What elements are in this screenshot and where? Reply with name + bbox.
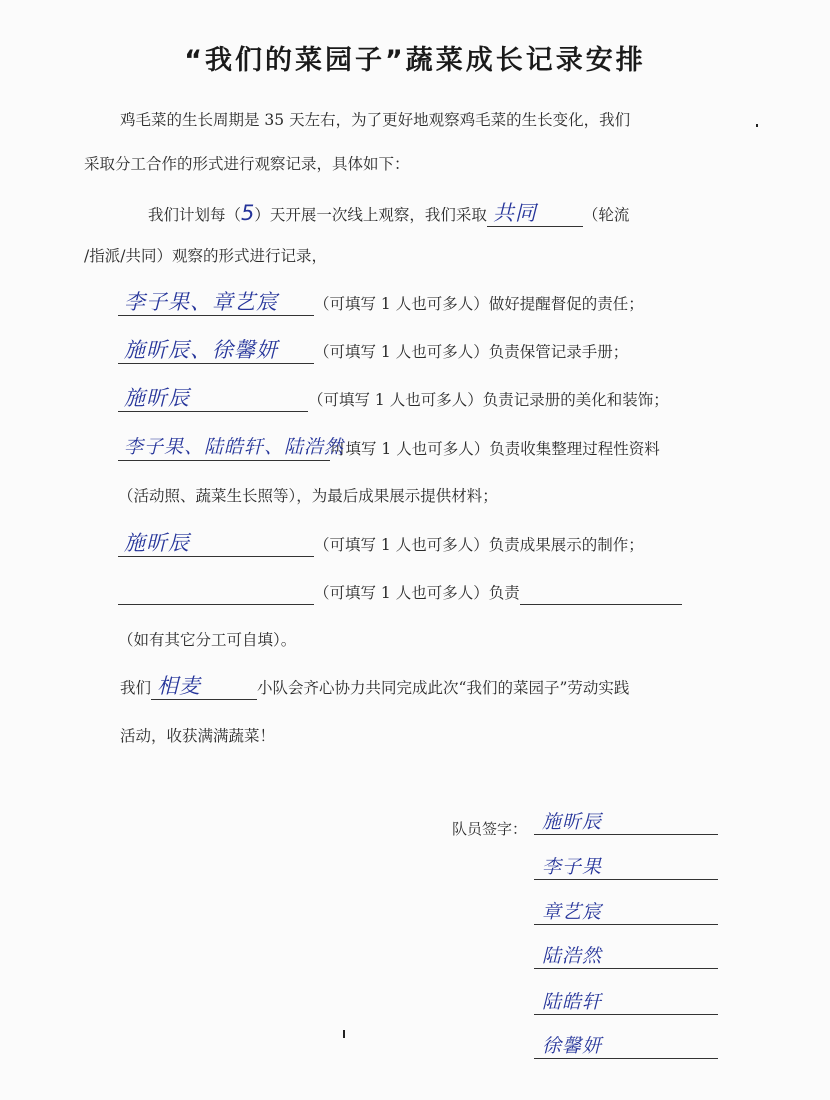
stray-dot: [756, 124, 758, 127]
signature-line-6[interactable]: [534, 1032, 718, 1059]
page-title: “我们的菜园子”蔬菜成长记录安排: [184, 45, 646, 76]
intro-line-2: 采取分工合作的形式进行观察记录，具体如下：: [84, 155, 410, 173]
duty-4-text: 可填写 1 人也可多人）负责收集整理过程性资料: [330, 440, 660, 458]
duty-3-text: （可填写 1 人也可多人）负责记录册的美化和装饰；: [308, 391, 669, 409]
plan-days-value[interactable]: 5: [241, 201, 255, 225]
plan-line: [148, 201, 629, 227]
duty-row-2: [118, 340, 628, 364]
duty-row-1: [118, 292, 644, 316]
duty-6-task-field[interactable]: [520, 582, 682, 605]
duty-row-4: [118, 437, 660, 461]
signature-line-5[interactable]: [534, 988, 718, 1015]
signature-3: 章艺宸: [542, 901, 603, 923]
signature-4: 陆浩然: [542, 945, 603, 967]
duty-3-names-field[interactable]: [118, 386, 308, 412]
duty-3-names: 施昕辰: [124, 386, 190, 410]
plan-suffix: （轮流: [582, 206, 630, 224]
signature-5: 陆皓轩: [542, 991, 603, 1013]
signature-line-4[interactable]: [534, 942, 718, 969]
duty-row-6: [118, 581, 682, 605]
duty-4-names: 李子果、陆皓轩、陆浩然: [124, 436, 345, 458]
team-line-2: 活动，收获满满蔬菜！: [120, 727, 276, 745]
plan-mid: ）天开展一次线上观察，我们采取: [254, 206, 487, 224]
team-suffix: 小队会齐心协力共同完成此次“我们的菜园子”劳动实践: [257, 679, 630, 697]
signature-line-1[interactable]: [534, 808, 718, 835]
duty-row-5: [118, 533, 644, 557]
signature-2: 李子果: [542, 856, 603, 878]
signature-label: 队员签字：: [452, 820, 528, 838]
team-line: [120, 676, 629, 700]
plan-prefix: 我们计划每（: [148, 206, 242, 224]
duty-2-text: （可填写 1 人也可多人）负责保管记录手册；: [314, 343, 629, 361]
intro-line-1: 鸡毛菜的生长周期是 35 天左右，为了更好地观察鸡毛菜的生长变化，我们: [120, 111, 631, 129]
duty-6-names-field[interactable]: [118, 582, 314, 605]
duty-5-names-field[interactable]: [118, 531, 314, 557]
duty-1-names: 李子果、章艺宸: [124, 290, 278, 314]
plan-mode-value: 共同: [492, 201, 537, 225]
duty-1-text: （可填写 1 人也可多人）做好提醒督促的责任；: [314, 295, 644, 313]
duty-2-names-field[interactable]: [118, 338, 314, 364]
duty-2-names: 施昕辰、徐馨妍: [124, 338, 278, 362]
signature-1: 施昕辰: [542, 811, 603, 833]
signature-line-3[interactable]: [534, 898, 718, 925]
duty-row-3: [118, 388, 669, 412]
duty-5-names: 施昕辰: [124, 531, 190, 555]
other-note: （如有其它分工可自填）。: [118, 631, 297, 649]
signature-6: 徐馨妍: [542, 1035, 603, 1057]
team-name-value: 相麦: [157, 674, 202, 698]
duty-1-names-field[interactable]: [118, 290, 314, 316]
signature-line-2[interactable]: [534, 853, 718, 880]
duty-5-text: （可填写 1 人也可多人）负责成果展示的制作；: [314, 536, 644, 554]
plan-mode-field[interactable]: [487, 201, 583, 227]
stray-mark: [343, 1030, 345, 1038]
plan-line-2: /指派/共同）观察的形式进行记录，: [84, 247, 327, 265]
team-name-field[interactable]: [151, 674, 257, 700]
duty-4-names-field[interactable]: [118, 436, 345, 461]
duty-6-text: （可填写 1 人也可多人）负责: [314, 584, 520, 602]
team-prefix: 我们: [120, 679, 152, 697]
duty-4-continued: （活动照、蔬菜生长照等），为最后成果展示提供材料；: [118, 487, 498, 505]
